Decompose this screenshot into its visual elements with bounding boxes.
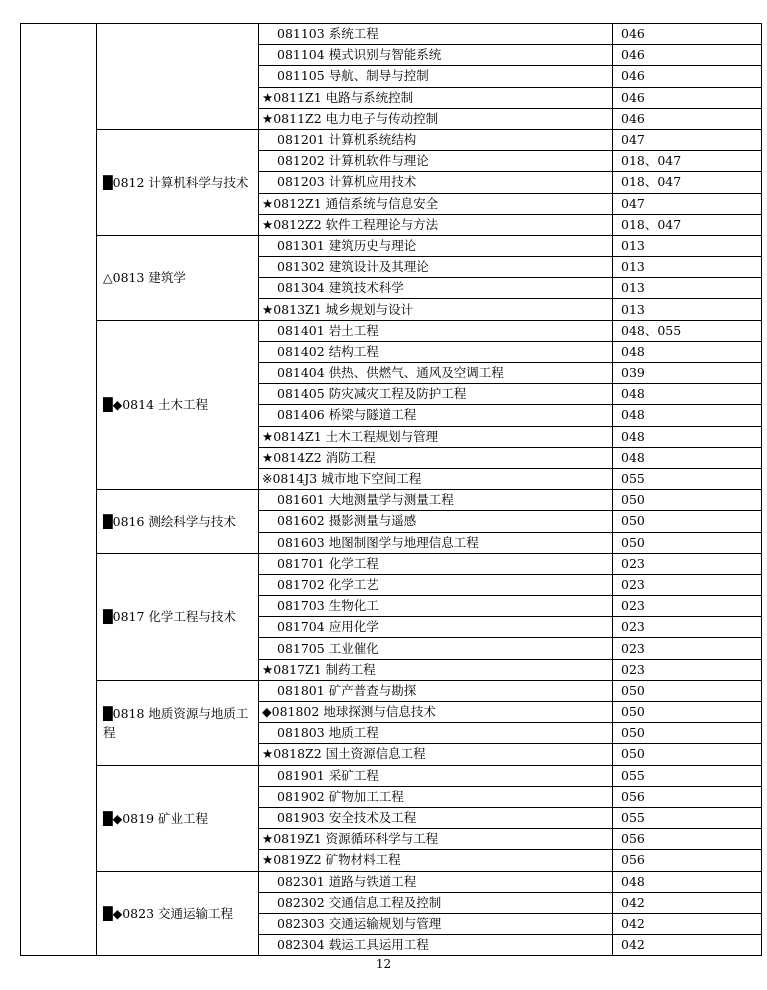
major-marker: ★ [262, 661, 274, 677]
major-code: 082301 [277, 873, 325, 889]
major-marker: ★ [262, 110, 274, 126]
discipline-label-cell [97, 765, 259, 871]
major-cell [259, 257, 613, 278]
major-cell [259, 193, 613, 214]
unit-code-cell: 023 [613, 574, 762, 595]
major-name: 电路与系统控制 [325, 89, 414, 105]
unit-code-cell: 042 [613, 935, 762, 956]
major-name: 工业催化 [328, 640, 379, 656]
major-name: 交通信息工程及控制 [328, 894, 442, 910]
unit-code-cell: 056 [613, 786, 762, 807]
major-name: 安全技术及工程 [328, 810, 417, 826]
major-cell [259, 680, 613, 701]
major-cell [259, 447, 613, 468]
major-marker: ◆ [262, 704, 272, 720]
major-code: 081405 [277, 386, 325, 402]
table-row [21, 129, 762, 150]
major-cell [259, 553, 613, 574]
table-row [21, 24, 762, 45]
major-cell [259, 151, 613, 172]
major-name: 通信系统与信息安全 [325, 195, 439, 211]
major-cell [259, 426, 613, 447]
major-code: 0812Z1 [273, 195, 322, 211]
major-code: 0817Z1 [273, 661, 322, 677]
major-cell [259, 850, 613, 871]
unit-code-cell: 048 [613, 426, 762, 447]
major-code: 081801 [277, 682, 325, 698]
major-code: 081602 [277, 513, 325, 529]
major-code: 081601 [277, 492, 325, 508]
discipline-label-cell [97, 490, 259, 554]
major-marker: ★ [262, 195, 274, 211]
major-cell [259, 214, 613, 235]
major-name: 计算机应用技术 [328, 174, 417, 190]
major-cell [259, 468, 613, 489]
unit-code-cell: 023 [613, 553, 762, 574]
major-name: 电力电子与传动控制 [325, 110, 439, 126]
unit-code-cell: 055 [613, 807, 762, 828]
major-cell [259, 638, 613, 659]
unit-code-cell: 050 [613, 532, 762, 553]
major-name: 导航、制导与控制 [328, 68, 429, 84]
major-code: 081203 [277, 174, 325, 190]
major-name: 化学工程 [328, 555, 379, 571]
major-code: 081104 [277, 47, 325, 63]
unit-code-cell: 046 [613, 108, 762, 129]
unit-code-cell: 048 [613, 405, 762, 426]
major-code: 081802 [271, 704, 320, 720]
major-name: 建筑技术科学 [328, 280, 404, 296]
table-row [21, 553, 762, 574]
major-cell [259, 574, 613, 595]
major-name: 应用化学 [328, 619, 379, 635]
major-name: 岩土工程 [328, 322, 379, 338]
major-code: 081103 [277, 26, 325, 42]
unit-code-cell: 048 [613, 871, 762, 892]
major-code: 081302 [277, 259, 325, 275]
major-cell [259, 702, 613, 723]
major-code: 0819Z2 [273, 852, 322, 868]
unit-code-cell: 050 [613, 511, 762, 532]
major-code: 081105 [277, 68, 325, 84]
unit-code-cell: 048 [613, 447, 762, 468]
discipline-label-cell [97, 24, 259, 130]
major-cell [259, 659, 613, 680]
major-marker: ★ [262, 428, 274, 444]
major-code: 081402 [277, 343, 325, 359]
major-marker: ★ [262, 831, 274, 847]
major-cell [259, 108, 613, 129]
major-marker: ★ [262, 216, 274, 232]
major-code: 081702 [277, 576, 325, 592]
major-code: 081304 [277, 280, 325, 296]
major-cell [259, 66, 613, 87]
major-name: 地球探测与信息技术 [323, 704, 436, 720]
major-code: 081704 [277, 619, 325, 635]
major-cell [259, 24, 613, 45]
major-cell [259, 320, 613, 341]
major-code: 0814Z2 [273, 449, 322, 465]
major-name: 道路与铁道工程 [328, 873, 417, 889]
discipline-label-cell [97, 680, 259, 765]
major-code: 081202 [277, 153, 325, 169]
unit-code-cell: 046 [613, 87, 762, 108]
discipline-label: 0813 建筑学 [112, 270, 186, 286]
unit-code-cell: 055 [613, 468, 762, 489]
discipline-marker: █ [103, 609, 113, 625]
major-name: 化学工艺 [328, 576, 379, 592]
unit-code-cell: 042 [613, 892, 762, 913]
major-name: 资源循环科学与工程 [325, 831, 439, 847]
major-cell [259, 786, 613, 807]
major-cell [259, 490, 613, 511]
major-name: 桥梁与隧道工程 [328, 407, 417, 423]
discipline-marker: △ [103, 270, 113, 286]
major-name: 采矿工程 [328, 767, 379, 783]
unit-code-cell: 048 [613, 341, 762, 362]
major-cell [259, 596, 613, 617]
major-name: 建筑设计及其理论 [328, 259, 429, 275]
unit-code-cell: 023 [613, 659, 762, 680]
major-cell [259, 363, 613, 384]
major-cell [259, 892, 613, 913]
major-code: 081902 [277, 788, 325, 804]
discipline-label: 0819 矿业工程 [122, 810, 209, 826]
category-column [21, 24, 97, 956]
major-name: 供热、供燃气、通风及空调工程 [328, 365, 504, 381]
discipline-marker: █◆ [103, 397, 123, 413]
discipline-marker: █◆ [103, 905, 123, 921]
major-cell [259, 532, 613, 553]
major-name: 计算机系统结构 [328, 132, 417, 148]
unit-code-cell: 023 [613, 617, 762, 638]
major-code: 081401 [277, 322, 325, 338]
unit-code-cell: 018、047 [613, 151, 762, 172]
major-cell [259, 829, 613, 850]
discipline-label: 0817 化学工程与技术 [112, 609, 236, 625]
unit-code-cell: 039 [613, 363, 762, 384]
unit-code-cell: 047 [613, 129, 762, 150]
unit-code-cell: 018、047 [613, 172, 762, 193]
unit-code-cell: 046 [613, 45, 762, 66]
unit-code-cell: 056 [613, 829, 762, 850]
major-code: 081406 [277, 407, 325, 423]
major-cell [259, 723, 613, 744]
major-name: 土木工程规划与管理 [325, 428, 439, 444]
major-name: 城市地下空间工程 [321, 471, 422, 487]
discipline-label: 0823 交通运输工程 [122, 905, 234, 921]
major-name: 模式识别与智能系统 [328, 47, 442, 63]
major-name: 建筑历史与理论 [328, 237, 417, 253]
major-name: 地质工程 [328, 725, 379, 741]
table-row [21, 765, 762, 786]
discipline-label-cell [97, 553, 259, 680]
major-cell [259, 235, 613, 256]
major-cell [259, 617, 613, 638]
discipline-marker: █ [103, 705, 113, 721]
discipline-marker: █◆ [103, 810, 123, 826]
table-row [21, 235, 762, 256]
major-code: 081301 [277, 237, 325, 253]
major-cell [259, 87, 613, 108]
unit-code-cell: 047 [613, 193, 762, 214]
major-name: 载运工具运用工程 [328, 937, 429, 953]
table-row [21, 320, 762, 341]
page-number: 12 [375, 957, 392, 971]
unit-code-cell: 055 [613, 765, 762, 786]
unit-code-cell: 050 [613, 744, 762, 765]
major-code: 081201 [277, 132, 325, 148]
major-cell [259, 765, 613, 786]
major-cell [259, 871, 613, 892]
major-code: 082304 [277, 937, 325, 953]
major-cell [259, 341, 613, 362]
major-marker: ★ [262, 852, 274, 868]
unit-code-cell: 013 [613, 235, 762, 256]
major-cell [259, 744, 613, 765]
major-code: 0814Z1 [273, 428, 322, 444]
major-code: 0819Z1 [273, 831, 322, 847]
major-code: 0812Z2 [273, 216, 322, 232]
major-code: 0814J3 [272, 471, 318, 487]
discipline-label: 0818 地质资源与地质工程 [103, 705, 249, 740]
major-name: 消防工程 [325, 449, 376, 465]
discipline-table [20, 23, 762, 956]
unit-code-cell: 023 [613, 638, 762, 659]
major-code: 0811Z1 [273, 89, 322, 105]
discipline-label-cell [97, 871, 259, 956]
major-cell [259, 384, 613, 405]
major-name: 生物化工 [328, 598, 379, 614]
major-marker: ★ [262, 449, 274, 465]
table-row [21, 680, 762, 701]
major-code: 081703 [277, 598, 325, 614]
discipline-label: 0814 土木工程 [122, 397, 209, 413]
major-cell [259, 913, 613, 934]
major-code: 0811Z2 [273, 110, 322, 126]
major-cell [259, 299, 613, 320]
discipline-label: 0812 计算机科学与技术 [112, 174, 249, 190]
major-name: 国土资源信息工程 [325, 746, 426, 762]
major-name: 防灾减灾工程及防护工程 [328, 386, 467, 402]
major-name: 计算机软件与理论 [328, 153, 429, 169]
unit-code-cell: 048、055 [613, 320, 762, 341]
major-code: 081901 [277, 767, 325, 783]
major-name: 结构工程 [328, 343, 379, 359]
major-code: 082303 [277, 915, 325, 931]
unit-code-cell: 050 [613, 490, 762, 511]
unit-code-cell: 046 [613, 66, 762, 87]
major-marker: ★ [262, 746, 274, 762]
discipline-label-cell [97, 320, 259, 490]
major-name: 制药工程 [325, 661, 376, 677]
major-cell [259, 45, 613, 66]
major-code: 081705 [277, 640, 325, 656]
major-name: 地图制图学与地理信息工程 [328, 534, 479, 550]
major-cell [259, 935, 613, 956]
major-name: 大地测量学与测量工程 [328, 492, 454, 508]
major-marker: ★ [262, 89, 274, 105]
discipline-marker: █ [103, 513, 113, 529]
major-cell [259, 129, 613, 150]
major-name: 系统工程 [328, 26, 379, 42]
major-name: 矿物材料工程 [325, 852, 401, 868]
major-code: 082302 [277, 894, 325, 910]
major-code: 0813Z1 [273, 301, 322, 317]
unit-code-cell: 050 [613, 723, 762, 744]
major-cell [259, 172, 613, 193]
unit-code-cell: 050 [613, 680, 762, 701]
major-code: 081803 [277, 725, 325, 741]
major-marker: ★ [262, 301, 274, 317]
major-name: 软件工程理论与方法 [325, 216, 439, 232]
major-cell [259, 807, 613, 828]
table-row [21, 490, 762, 511]
major-code: 081603 [277, 534, 325, 550]
major-code: 081903 [277, 810, 325, 826]
major-name: 摄影测量与遥感 [328, 513, 417, 529]
major-code: 0818Z2 [273, 746, 322, 762]
major-name: 矿产普查与勘探 [328, 682, 417, 698]
major-name: 矿物加工工程 [328, 788, 404, 804]
unit-code-cell: 042 [613, 913, 762, 934]
table-row [21, 871, 762, 892]
major-code: 081701 [277, 555, 325, 571]
unit-code-cell: 013 [613, 299, 762, 320]
unit-code-cell: 023 [613, 596, 762, 617]
discipline-label-cell [97, 235, 259, 320]
unit-code-cell: 048 [613, 384, 762, 405]
major-cell [259, 405, 613, 426]
discipline-label-cell [97, 129, 259, 235]
major-cell [259, 511, 613, 532]
unit-code-cell: 050 [613, 702, 762, 723]
major-cell [259, 278, 613, 299]
unit-code-cell: 013 [613, 257, 762, 278]
discipline-marker: █ [103, 174, 113, 190]
major-name: 城乡规划与设计 [325, 301, 414, 317]
discipline-label: 0816 测绘科学与技术 [112, 513, 236, 529]
unit-code-cell: 046 [613, 24, 762, 45]
major-marker: ※ [262, 471, 273, 487]
major-name: 交通运输规划与管理 [328, 915, 442, 931]
major-code: 081404 [277, 365, 325, 381]
unit-code-cell: 056 [613, 850, 762, 871]
unit-code-cell: 013 [613, 278, 762, 299]
unit-code-cell: 018、047 [613, 214, 762, 235]
